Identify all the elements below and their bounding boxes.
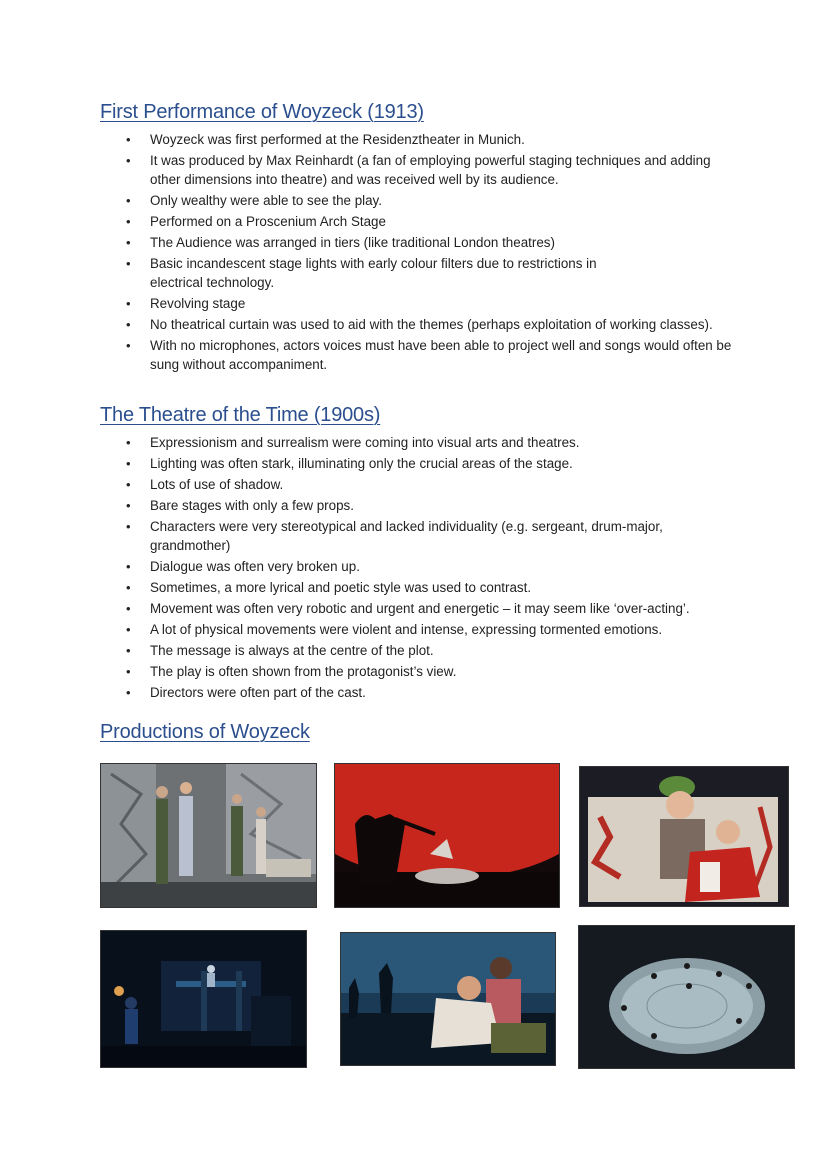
bullet-icon: • bbox=[126, 622, 131, 637]
bullet-icon: • bbox=[126, 559, 131, 574]
list-item: • Lighting was often stark, illuminating only the crucial areas of the stage. bbox=[126, 456, 573, 471]
bullet-icon: • bbox=[126, 214, 131, 229]
production-photo-1 bbox=[100, 763, 317, 908]
list-item: • Movement was often very robotic and urgent and energetic – it may seem like ‘over-acting’. bbox=[126, 601, 690, 616]
bullet-icon: • bbox=[126, 235, 131, 250]
list-item: • The Audience was arranged in tiers (like traditional London theatres) bbox=[126, 235, 555, 250]
list-item: • Basic incandescent stage lights with early colour filters due to restrictions in electrical technology. bbox=[126, 256, 597, 290]
section-heading-productions: Productions of Woyzeck bbox=[100, 721, 310, 743]
bullet-icon: • bbox=[126, 193, 131, 208]
list-item: • Woyzeck was first performed at the Residenztheater in Munich. bbox=[126, 132, 525, 147]
list-item: • Revolving stage bbox=[126, 296, 246, 311]
section-heading-first-performance: First Performance of Woyzeck (1913) bbox=[100, 101, 424, 123]
bullet-icon: • bbox=[126, 317, 131, 332]
list-item: • Dialogue was often very broken up. bbox=[126, 559, 360, 574]
bullet-icon: • bbox=[126, 519, 131, 534]
bullet-icon: • bbox=[126, 643, 131, 658]
bullet-icon: • bbox=[126, 456, 131, 471]
list-item: • The play is often shown from the protagonist’s view. bbox=[126, 664, 457, 679]
list-item: • With no microphones, actors voices must have been able to project well and songs would often be sung without accompaniment. bbox=[126, 338, 732, 372]
list-item: • It was produced by Max Reinhardt (a fan of employing powerful staging techniques and adding other dimensions into theatre) and was received well by its audience. bbox=[126, 153, 711, 187]
list-item: • Only wealthy were able to see the play. bbox=[126, 193, 382, 208]
theatre-of-time-bullet-list bbox=[126, 433, 740, 704]
production-photo-2 bbox=[334, 763, 560, 908]
bullet-icon: • bbox=[126, 296, 131, 311]
list-item: • Bare stages with only a few props. bbox=[126, 498, 354, 513]
production-photo-4 bbox=[100, 930, 307, 1068]
bullet-icon: • bbox=[126, 580, 131, 595]
bullet-icon: • bbox=[126, 498, 131, 513]
list-item: • Lots of use of shadow. bbox=[126, 477, 284, 492]
list-item: • A lot of physical movements were violent and intense, expressing tormented emotions. bbox=[126, 622, 663, 637]
production-photo-5 bbox=[340, 932, 556, 1066]
list-item: • Directors were often part of the cast. bbox=[126, 685, 366, 700]
list-item: • Expressionism and surrealism were coming into visual arts and theatres. bbox=[126, 435, 580, 450]
bullet-icon: • bbox=[126, 256, 131, 271]
bullet-icon: • bbox=[126, 132, 131, 147]
list-item: • No theatrical curtain was used to aid with the themes (perhaps exploitation of working classes). bbox=[126, 317, 713, 332]
bullet-icon: • bbox=[126, 477, 131, 492]
list-item: • The message is always at the centre of the plot. bbox=[126, 643, 434, 658]
section-heading-theatre-of-the-time: The Theatre of the Time (1900s) bbox=[100, 404, 381, 426]
bullet-icon: • bbox=[126, 338, 131, 353]
list-item: • Characters were very stereotypical and lacked individuality (e.g. sergeant, drum-major, grandmother) bbox=[126, 519, 663, 553]
list-item: • Performed on a Proscenium Arch Stage bbox=[126, 214, 386, 229]
production-photo-3 bbox=[579, 766, 789, 907]
list-item: • Sometimes, a more lyrical and poetic style was used to contrast. bbox=[126, 580, 532, 595]
first-performance-bullet-list bbox=[126, 130, 740, 376]
bullet-icon: • bbox=[126, 685, 131, 700]
bullet-icon: • bbox=[126, 601, 131, 616]
bullet-icon: • bbox=[126, 435, 131, 450]
bullet-icon: • bbox=[126, 153, 131, 168]
bullet-icon: • bbox=[126, 664, 131, 679]
production-photo-6 bbox=[578, 925, 795, 1069]
